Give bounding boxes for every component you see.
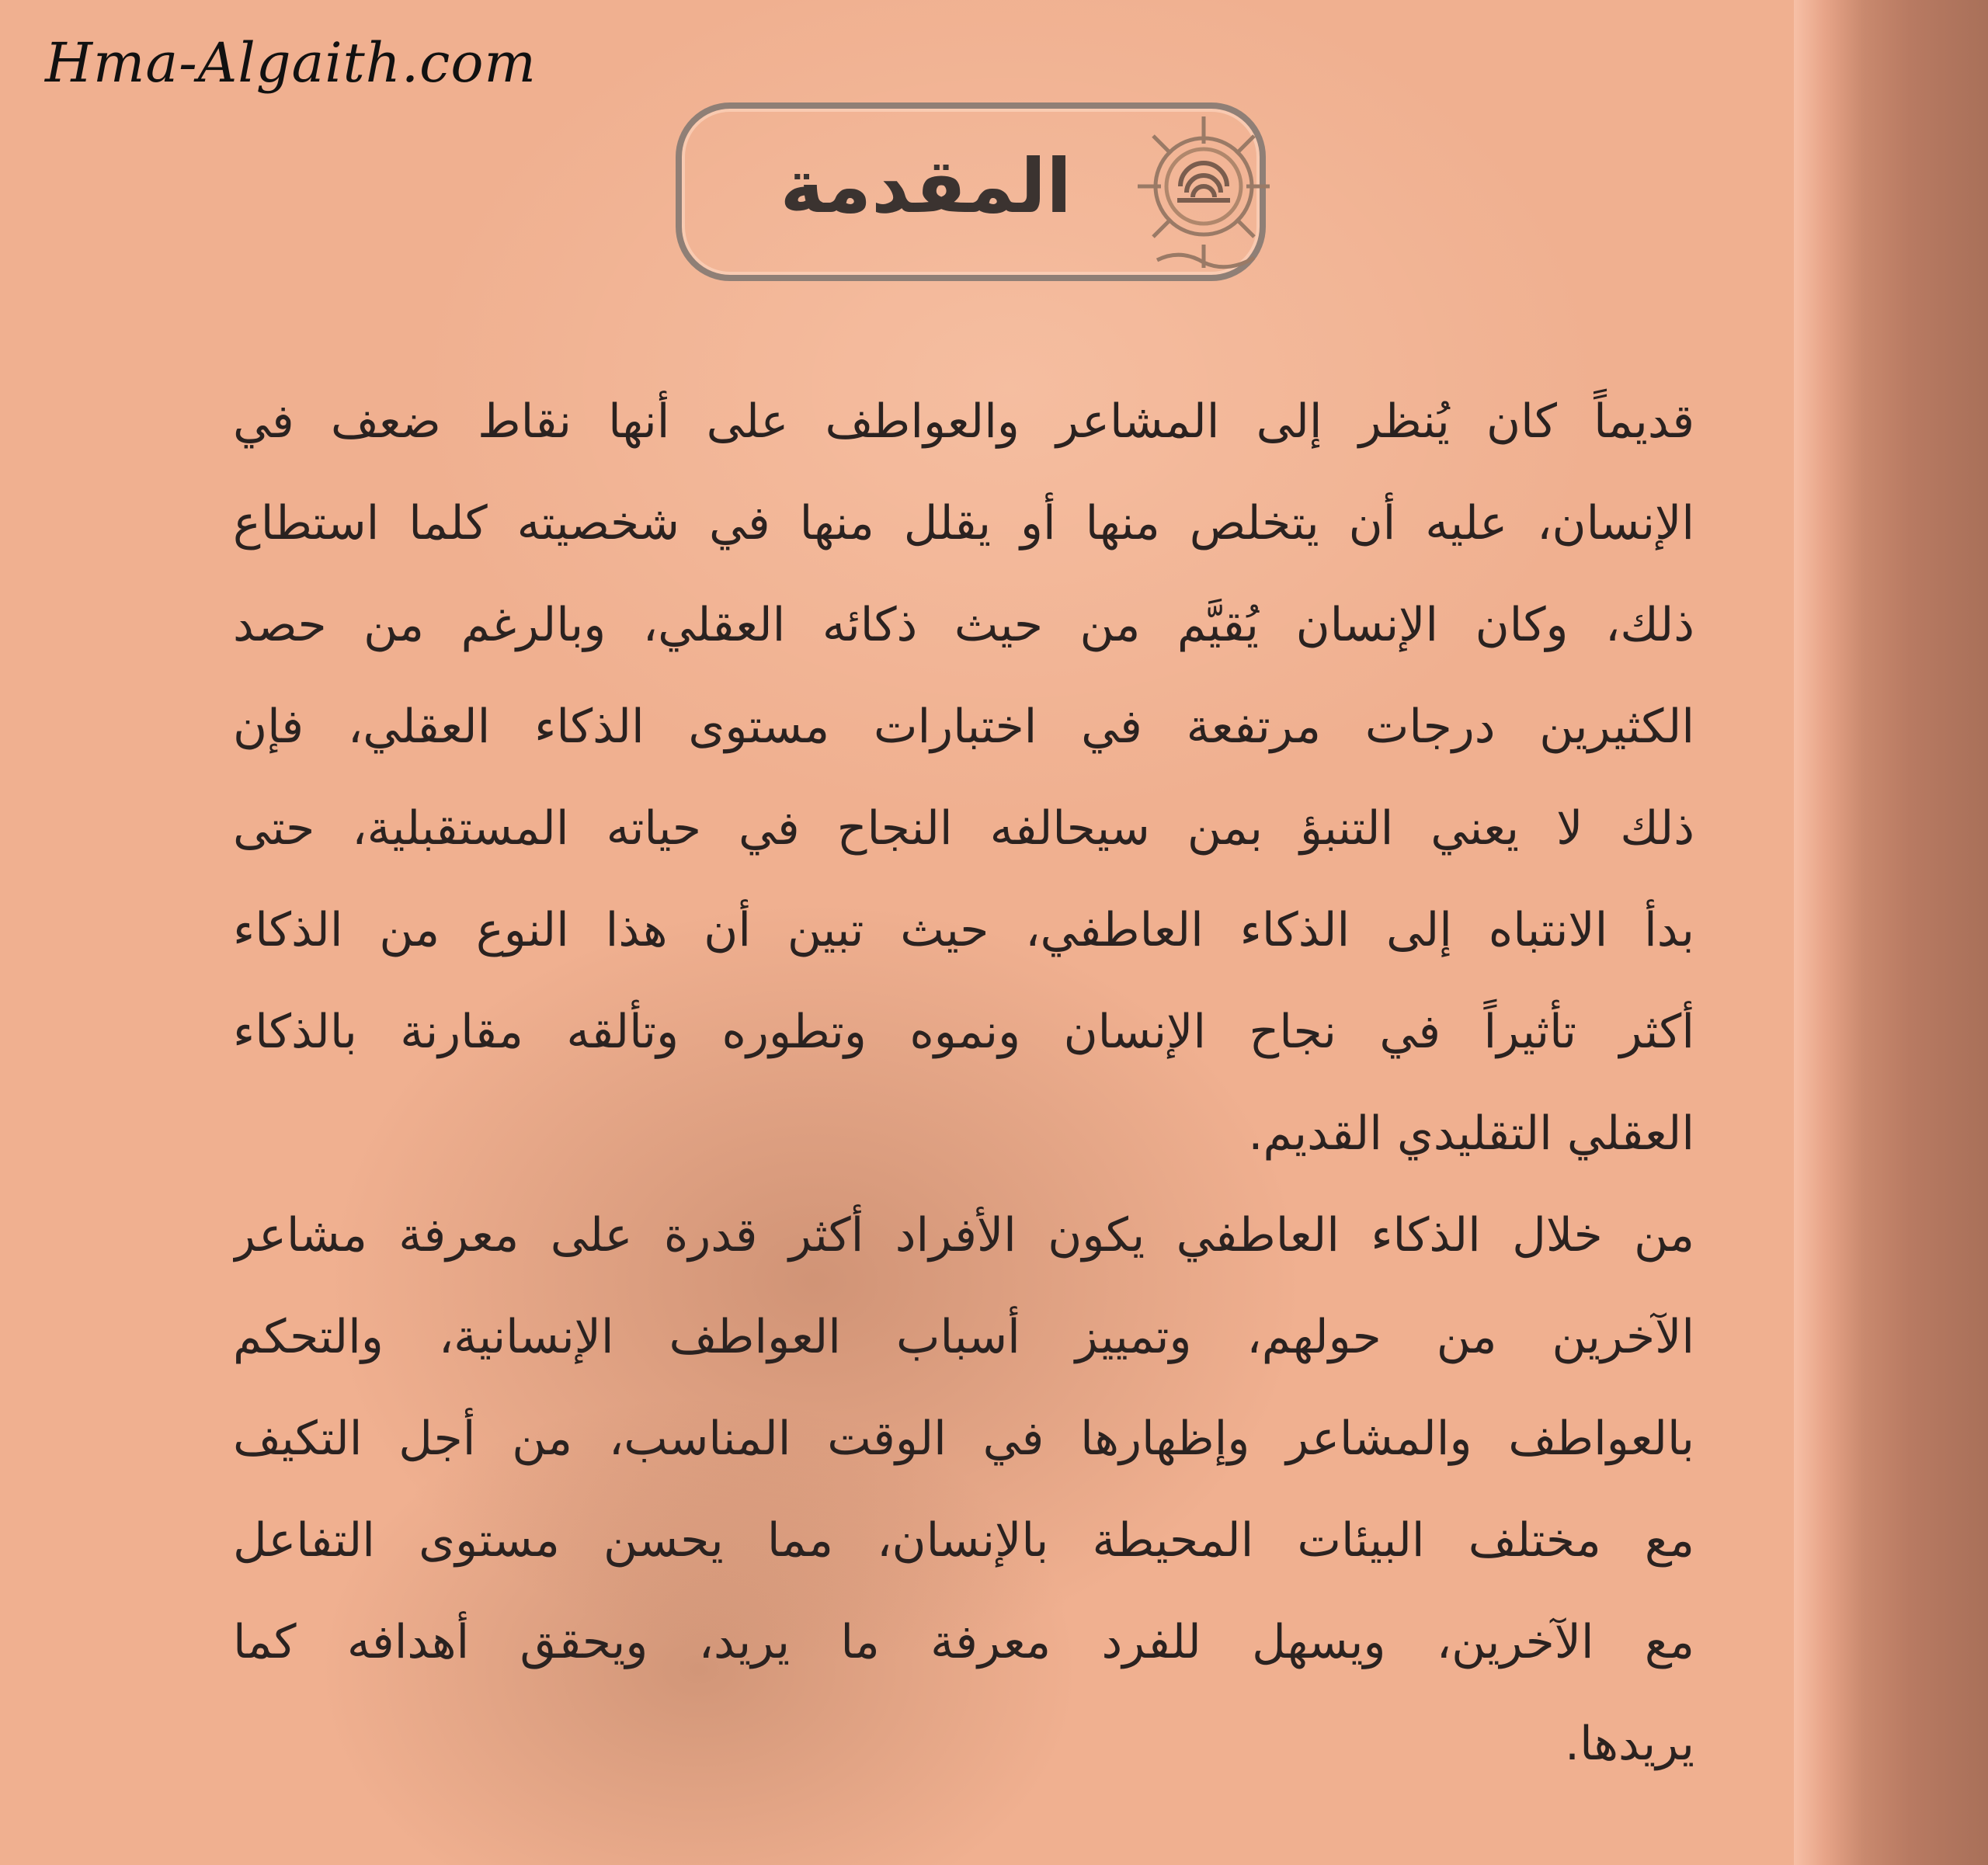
text-line: ذلك، وكان الإنسان يُقيَّم من حيث ذكائه العقلي، وبالرغم من حصد xyxy=(233,598,1694,652)
page-heading: المقدمة xyxy=(780,143,1072,230)
page-fold-shadow xyxy=(1794,0,1988,1865)
text-line: ذلك لا يعني التنبؤ بمن سيحالفه النجاح في حياته المستقبلية، حتى xyxy=(233,801,1694,856)
text-line: بدأ الانتباه إلى الذكاء العاطفي، حيث تبين أن هذا النوع من الذكاء xyxy=(233,903,1694,957)
text-line: الآخرين من حولهم، وتمييز أسباب العواطف الإنسانية، والتحكم xyxy=(233,1310,1694,1364)
text-line: يريدها. xyxy=(1565,1717,1694,1771)
body-text xyxy=(233,371,1694,1795)
text-line: العقلي التقليدي القديم. xyxy=(1248,1106,1694,1161)
watermark: Hma-Algaith.com xyxy=(45,31,537,95)
text-line: أكثر تأثيراً في نجاح الإنسان ونموه وتطوره وتألقه مقارنة بالذكاء xyxy=(233,1005,1694,1059)
text-line: الإنسان، عليه أن يتخلص منها أو يقلل منها في شخصيته كلما استطاع xyxy=(233,496,1694,550)
text-line: قديماً كان يُنظر إلى المشاعر والعواطف على أنها نقاط ضعف في xyxy=(233,394,1694,449)
paragraph-1 xyxy=(233,371,1694,1185)
text-line: مع الآخرين، ويسهل للفرد معرفة ما يريد، ويحقق أهدافه كما xyxy=(233,1615,1694,1669)
text-line: بالعواطف والمشاعر وإظهارها في الوقت المناسب، من أجل التكيف xyxy=(233,1412,1694,1466)
sun-emblem-icon xyxy=(1126,109,1281,280)
text-line: الكثيرين درجات مرتفعة في اختبارات مستوى الذكاء العقلي، فإن xyxy=(233,700,1694,754)
text-line: من خلال الذكاء العاطفي يكون الأفراد أكثر قدرة على معرفة مشاعر xyxy=(233,1208,1694,1262)
text-line: مع مختلف البيئات المحيطة بالإنسان، مما يحسن مستوى التفاعل xyxy=(233,1513,1694,1568)
paragraph-2 xyxy=(233,1185,1694,1795)
